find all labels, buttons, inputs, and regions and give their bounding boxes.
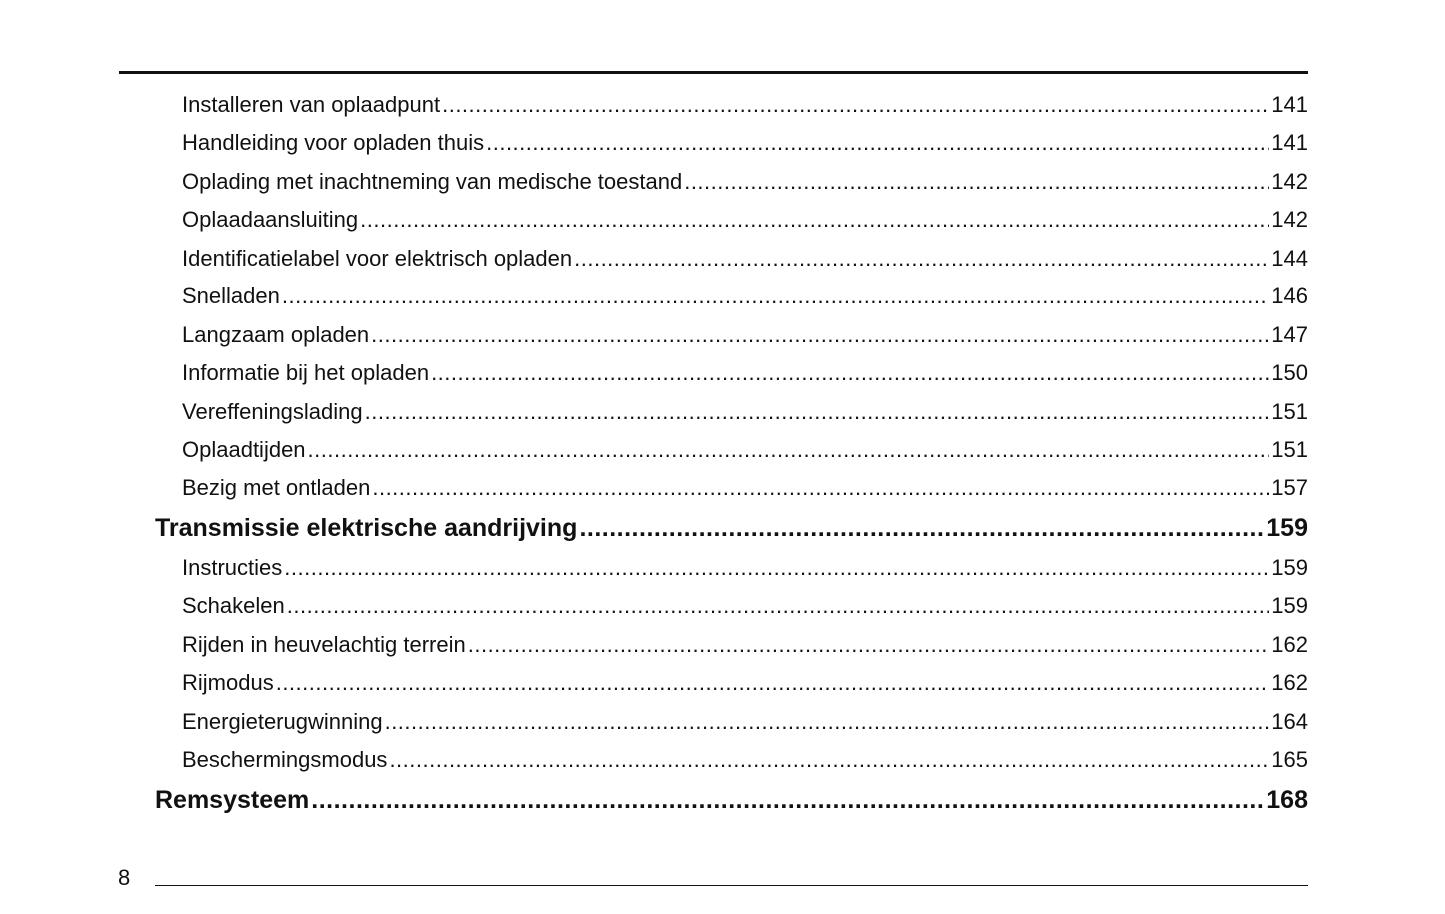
toc-entry[interactable]: [182, 629, 1308, 661]
toc-dot-leader: [431, 357, 1269, 389]
toc-dot-leader: [365, 396, 1270, 428]
toc-entry-title: Informatie bij het opladen: [182, 360, 430, 385]
toc-entry-title: Energieterugwinning: [182, 709, 383, 734]
toc-entry-page: 144: [1271, 246, 1308, 271]
toc-entry[interactable]: [182, 357, 1308, 389]
toc-dot-leader: [574, 243, 1269, 275]
toc-entry[interactable]: [182, 166, 1308, 198]
toc-chapter-entry[interactable]: [155, 510, 1308, 546]
toc-dot-leader: [389, 744, 1269, 776]
toc-entry-title: Schakelen: [182, 593, 285, 618]
toc-entry-page: 164: [1271, 709, 1308, 734]
toc-dot-leader: [360, 204, 1269, 236]
toc-entry-title: Rijden in heuvelachtig terrein: [182, 632, 466, 657]
toc-entry-page: 165: [1271, 747, 1308, 772]
toc-entry-title: Langzaam opladen: [182, 322, 370, 347]
toc-entry-title: Beschermingsmodus: [182, 747, 388, 772]
toc-entry-page: 141: [1271, 92, 1308, 117]
toc-entry[interactable]: [182, 396, 1308, 428]
page-number: 8: [118, 865, 131, 890]
toc-entry-title: Oplading met inachtneming van medische toestand: [182, 169, 683, 194]
bottom-divider: [155, 885, 1308, 886]
toc-entry[interactable]: [182, 667, 1308, 699]
toc-chapter-page: 159: [1266, 514, 1308, 542]
toc-entry[interactable]: [182, 204, 1308, 236]
toc-entry-page: 142: [1271, 207, 1308, 232]
toc-entry-page: 150: [1271, 360, 1308, 385]
toc-dot-leader: [282, 280, 1269, 312]
toc-entry-page: 157: [1271, 475, 1308, 500]
toc-entry-page: 162: [1271, 670, 1308, 695]
toc-dot-leader: [311, 782, 1264, 818]
toc-chapter-page: 168: [1266, 786, 1308, 814]
toc-chapter-title: Transmissie elektrische aandrijving: [155, 514, 578, 542]
toc-entry[interactable]: [182, 552, 1308, 584]
toc-entry[interactable]: [182, 89, 1308, 121]
toc-dot-leader: [579, 510, 1264, 546]
toc-dot-leader: [284, 552, 1269, 584]
toc-entry[interactable]: [182, 243, 1308, 275]
toc-entry-title: Identificatielabel voor elektrisch opladen: [182, 246, 573, 271]
toc-dot-leader: [372, 472, 1269, 504]
toc-entry-title: Rijmodus: [182, 670, 274, 695]
toc-dot-leader: [287, 590, 1270, 622]
toc-entry-title: Oplaadtijden: [182, 437, 306, 462]
toc-entry[interactable]: [182, 472, 1308, 504]
toc-entry[interactable]: [182, 127, 1308, 159]
toc-dot-leader: [468, 629, 1270, 661]
toc-entry-title: Oplaadaansluiting: [182, 207, 359, 232]
toc-entry-title: Vereffeningslading: [182, 399, 363, 424]
toc-entry-page: 159: [1271, 555, 1308, 580]
toc-entry-page: 162: [1271, 632, 1308, 657]
toc-dot-leader: [442, 89, 1269, 121]
toc-entry-title: Bezig met ontladen: [182, 475, 371, 500]
toc-entry-page: 147: [1271, 322, 1308, 347]
toc-entry-title: Handleiding voor opladen thuis: [182, 130, 485, 155]
toc-entry[interactable]: [182, 744, 1308, 776]
top-divider: [119, 71, 1308, 74]
toc-entry-page: 142: [1271, 169, 1308, 194]
toc-entry-page: 141: [1271, 130, 1308, 155]
toc-chapter-title: Remsysteem: [155, 786, 310, 814]
toc-entry[interactable]: [182, 319, 1308, 351]
toc-chapter-entry[interactable]: [155, 782, 1308, 818]
toc-entry-title: Snelladen: [182, 283, 280, 308]
toc-entry-page: 159: [1271, 593, 1308, 618]
toc-entry[interactable]: [182, 590, 1308, 622]
toc-entry[interactable]: [182, 280, 1308, 312]
toc-dot-leader: [276, 667, 1270, 699]
toc-entry[interactable]: [182, 706, 1308, 738]
toc-dot-leader: [486, 127, 1269, 159]
toc-entry-page: 151: [1271, 399, 1308, 424]
toc-entry-page: 146: [1271, 283, 1308, 308]
toc-dot-leader: [308, 434, 1270, 466]
toc-entry-title: Installeren van oplaadpunt: [182, 92, 441, 117]
toc-dot-leader: [385, 706, 1270, 738]
toc-entry-title: Instructies: [182, 555, 283, 580]
toc-dot-leader: [371, 319, 1269, 351]
toc-entry-page: 151: [1271, 437, 1308, 462]
toc-entry[interactable]: [182, 434, 1308, 466]
toc-dot-leader: [684, 166, 1269, 198]
